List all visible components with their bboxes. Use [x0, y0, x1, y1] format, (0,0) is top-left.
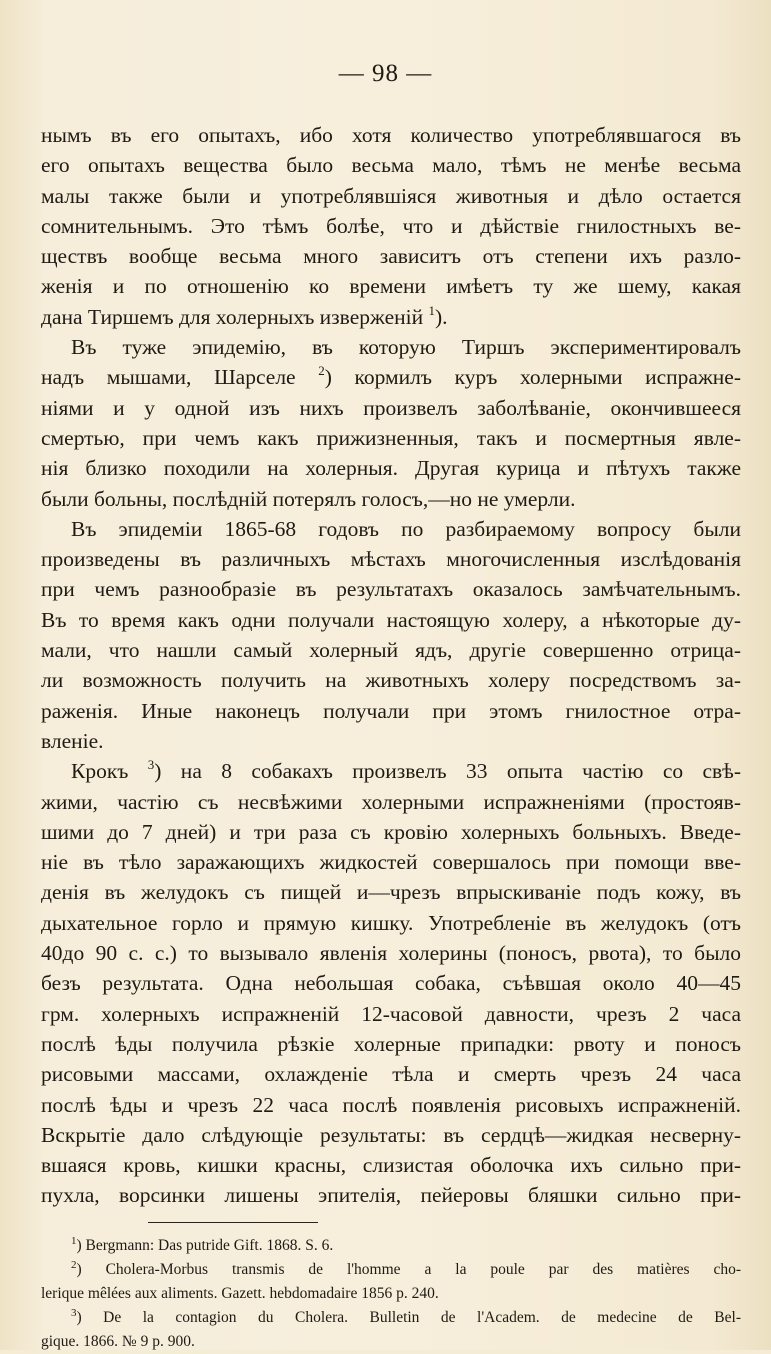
footnote-line: lerique mêlées aux aliments. Gazett. hebdomadaire 1856 p. 240.	[41, 1285, 439, 1302]
footnote-line: $^3$) De la contagion du Cholera. Bulletin de l'Academ. de medecine de Bel-	[71, 1307, 741, 1326]
footnote-line: gique. 1866. № 9 p. 900.	[41, 1333, 195, 1350]
text-line: нія близко походили на холерныя. Другая курица и пѣтухъ также	[41, 456, 741, 481]
text-line: Въ эпидеміи 1865-68 годовъ по разбираемому вопросу были	[71, 516, 741, 541]
text-fragment: ).	[434, 304, 448, 329]
text-line: пухла, ворсинки лишены эпителія, пейеровы бляшки сильно при-	[41, 1183, 741, 1208]
text-line: были больны, послѣдній потерялъ голосъ,—но не умерли.	[41, 486, 576, 511]
footnote-reference: 1	[428, 302, 435, 318]
text-line: послѣ ѣды получила рѣзкіе холерные припадки: рвоту и поносъ	[41, 1031, 741, 1056]
text-line: 40до 90 с. с.) то вызывало явленія холерины (поносъ, рвота), то было	[41, 941, 741, 966]
text-line: ществъ вообще весьма много зависитъ отъ степени ихъ разло-	[41, 244, 741, 269]
text-line: при чемъ разнообразіе въ результатахъ оказалось замѣчательнымъ.	[41, 577, 741, 602]
text-line: сомнительнымъ. Это тѣмъ болѣе, что и дѣйствіе гнилостныхъ ве-	[41, 213, 741, 238]
footnote-text: Bergmann: Das putride Gift. 1868. S. 6.	[85, 1237, 334, 1254]
footnote-mark: 2	[71, 1259, 77, 1271]
text-line: ли возможность получить на животныхъ холеру посредствомъ за-	[41, 668, 741, 693]
text-line: ніе въ тѣло заражающихъ жидкостей совершалось при помощи вве-	[41, 850, 741, 875]
footnote-mark: 1	[71, 1235, 77, 1247]
text-line: жими, частію съ несвѣжими холерными испражненіями (простояв-	[41, 789, 741, 814]
text-line: послѣ ѣды и чрезъ 22 часа послѣ появленія рисовыхъ испражненій.	[41, 1092, 741, 1117]
footnote-text: Cholera-Morbus transmis de l'homme a la poule par des matières cho-	[105, 1261, 741, 1278]
text-line: шими до 7 дней) и три раза съ кровію холерныхъ больныхъ. Введе-	[41, 819, 741, 844]
text-fragment: ) на 8 собакахъ произвелъ 33 опыта частію со свѣ-	[154, 759, 742, 784]
text-line: вшаяся кровь, кишки красны, слизистая оболочка ихъ сильно при-	[41, 1153, 741, 1178]
text-line: безъ результата. Одна небольшая собака, съѣвшая около 40—45	[41, 971, 741, 996]
footnote-line: $^2$) Cholera-Morbus transmis de l'homme a la poule par des matières cho-	[71, 1259, 741, 1278]
text-line: Въ туже эпидемію, въ которую Тиршъ экспериментировалъ	[71, 335, 741, 360]
paragraph-2	[41, 332, 741, 514]
footnote-3	[41, 1306, 741, 1354]
page-number: — 98 —	[338, 60, 433, 87]
text-line: раженія. Иные наконецъ получали при этомъ гнилостное отра-	[41, 698, 741, 723]
footnote-line: $^1$) Bergmann: Das putride Gift. 1868. S. 6.	[71, 1235, 334, 1254]
text-line: ніями и у одной изъ нихъ произвелъ заболѣваніе, окончившееся	[41, 395, 741, 420]
text-line: женія и по отношенію ко времени имѣетъ ту же шему, какая	[41, 274, 741, 299]
footnote-reference: 3	[147, 757, 155, 773]
footnote-2	[41, 1258, 741, 1306]
paragraph-4	[41, 756, 741, 1210]
text-line: дыхательное горло и прямую кишку. Употребленіе въ желудокъ (отъ	[41, 910, 741, 935]
text-fragment: надъ мышами, Шарселе	[41, 365, 319, 390]
text-fragment: дана Тиршемъ для холерныхъ изверженій	[41, 304, 429, 329]
footnote-text: De la contagion du Cholera. Bulletin de l'Academ. de medecine de Bel-	[103, 1309, 741, 1326]
text-line: вленіе.	[41, 728, 104, 753]
text-line: произведены въ различныхъ мѣстахъ многочисленныя изслѣдованія	[41, 547, 741, 572]
paragraph-3	[41, 514, 741, 756]
paragraph-1	[41, 120, 741, 332]
text-line: денія въ желудокъ съ пищей и—чрезъ впрыскиваніе подъ кожу, въ	[41, 880, 741, 905]
text-line	[41, 362, 741, 392]
footnote-1	[41, 1234, 741, 1258]
text-line: мали, что нашли самый холерный ядъ, другіе совершенно отрица-	[41, 638, 741, 663]
text-line: Вскрытіе дало слѣдующіе результаты: въ сердцѣ—жидкая несверну-	[41, 1122, 741, 1147]
text-fragment: ) кормилъ куръ холерными испражне-	[324, 365, 742, 390]
text-line: рисовыми массами, охлажденіе тѣла и смерть чрезъ 24 часа	[41, 1062, 741, 1087]
body-text	[41, 120, 741, 1211]
footnote-reference: 2	[318, 363, 325, 379]
text-line	[41, 302, 741, 332]
footnotes	[41, 1234, 741, 1354]
footnote-divider	[148, 1222, 318, 1223]
text-line: смертью, при чемъ какъ прижизненныя, такъ и посмертныя явле-	[41, 425, 741, 450]
text-line: его опытахъ вещества было весьма мало, тѣмъ не менѣе весьма	[41, 153, 741, 178]
text-line	[41, 756, 741, 786]
text-line: нымъ въ его опытахъ, ибо хотя количество употреблявшагося въ	[41, 123, 741, 147]
text-fragment: Крокъ	[71, 759, 148, 784]
footnote-mark: 3	[71, 1307, 77, 1319]
text-line: малы также были и употреблявшіяся животныя и дѣло остается	[41, 183, 741, 208]
text-line: Въ то время какъ одни получали настоящую холеру, а нѣкоторые ду-	[41, 607, 741, 632]
text-line: грм. холерныхъ испражненій 12-часовой давности, чрезъ 2 часа	[41, 1001, 741, 1026]
